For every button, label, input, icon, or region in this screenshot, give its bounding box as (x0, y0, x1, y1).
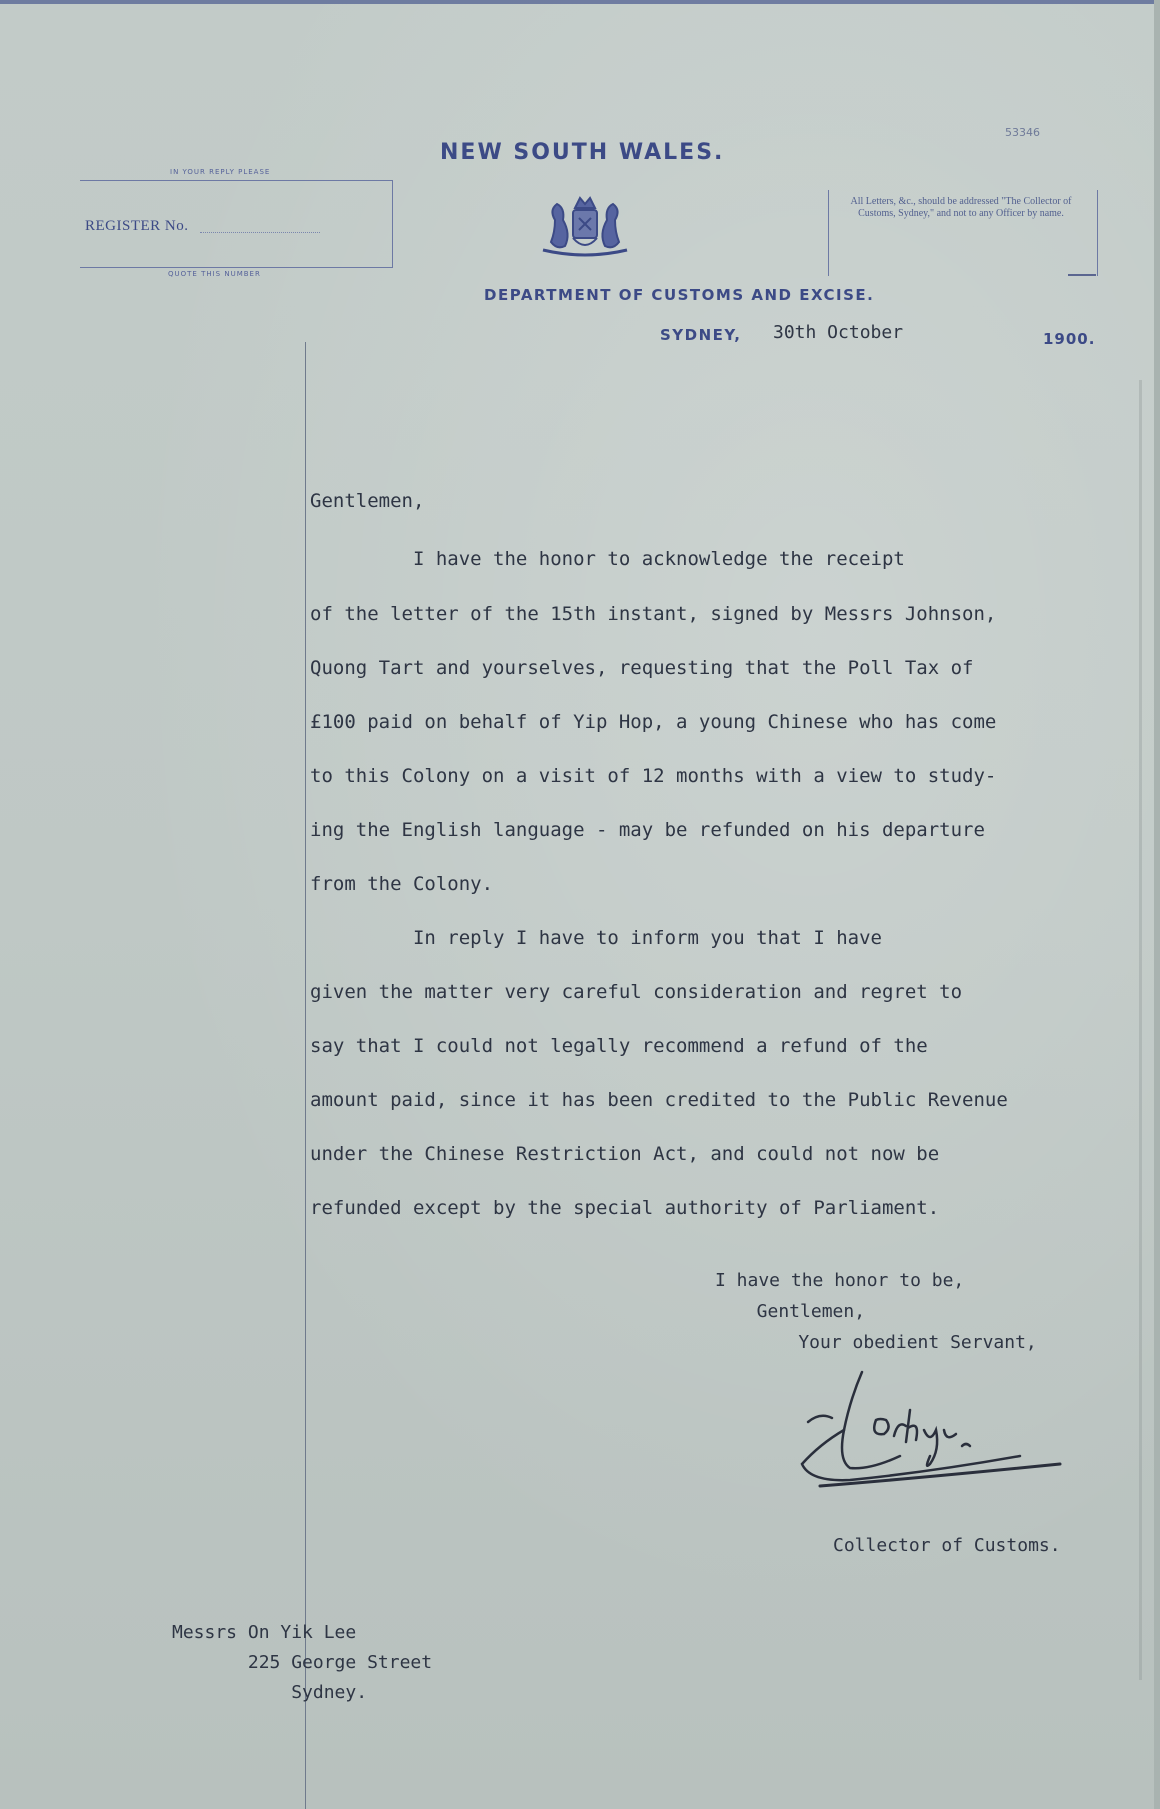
paragraph2-line: In reply I have to inform you that I have (310, 927, 882, 949)
recipient-line: 225 George Street (172, 1652, 433, 1673)
top-edge-rule (0, 0, 1160, 4)
paragraph1-line: from the Colony. (310, 873, 494, 895)
paragraph1-line: to this Colony on a visit of 12 months with a view to study- (310, 765, 997, 787)
paragraph1-line: ing the English language - may be refunded on his departure (310, 819, 985, 841)
paragraph2-line: given the matter very careful consideration and regret to (310, 981, 963, 1003)
fold-mark (1139, 380, 1142, 1680)
paragraph2-line: under the Chinese Restriction Act, and could not now be (310, 1143, 940, 1165)
paragraph1-line: £100 paid on behalf of Yip Hop, a young Chinese who has come (310, 711, 997, 733)
place-label: SYDNEY, (660, 326, 742, 344)
closing-line: I have the honor to be, (715, 1270, 965, 1291)
address-note: All Letters, &c., should be addressed "The Collector of Customs, Sydney," and not to any Officer by name. (850, 196, 1072, 219)
address-note-rule (1068, 274, 1096, 276)
closing-line: Gentlemen, (735, 1301, 866, 1322)
department-name: DEPARTMENT OF CUSTOMS AND EXCISE. (484, 286, 875, 304)
paragraph2-line: amount paid, since it has been credited to the Public Revenue (310, 1089, 1008, 1111)
paragraph2-line: refunded except by the special authority of Parliament. (310, 1197, 940, 1219)
letter-year: 1900. (1043, 330, 1096, 348)
signature-stroke (780, 1360, 1080, 1500)
closing-line: Your obedient Servant, (755, 1332, 1037, 1353)
paragraph1-line: of the letter of the 15th instant, signed by Messrs Johnson, (310, 603, 997, 625)
paragraph1-line: I have the honor to acknowledge the receipt (310, 548, 905, 570)
state-heading: NEW SOUTH WALES. (440, 140, 725, 165)
letter-date: 30th October (773, 322, 904, 343)
register-bottom-note: QUOTE THIS NUMBER (168, 270, 261, 278)
coat-of-arms-icon (535, 190, 635, 260)
register-dotted-line (200, 232, 320, 233)
paragraph2-line: say that I could not legally recommend a refund of the (310, 1035, 928, 1057)
signature (780, 1360, 1080, 1500)
recipient-line: Sydney. (172, 1682, 368, 1703)
signatory-title: Collector of Customs. (833, 1535, 1061, 1556)
recipient-line: Messrs On Yik Lee (172, 1622, 357, 1643)
sheet-number: 53346 (1005, 126, 1040, 139)
register-top-note: IN YOUR REPLY PLEASE (170, 168, 271, 176)
signature-text (780, 1360, 781, 1361)
margin-rule (305, 342, 306, 1809)
salutation: Gentlemen, (310, 490, 425, 512)
right-edge-shadow (1154, 0, 1160, 1809)
register-label: REGISTER No. (85, 218, 189, 234)
paragraph1-line: Quong Tart and yourselves, requesting that the Poll Tax of (310, 657, 974, 679)
